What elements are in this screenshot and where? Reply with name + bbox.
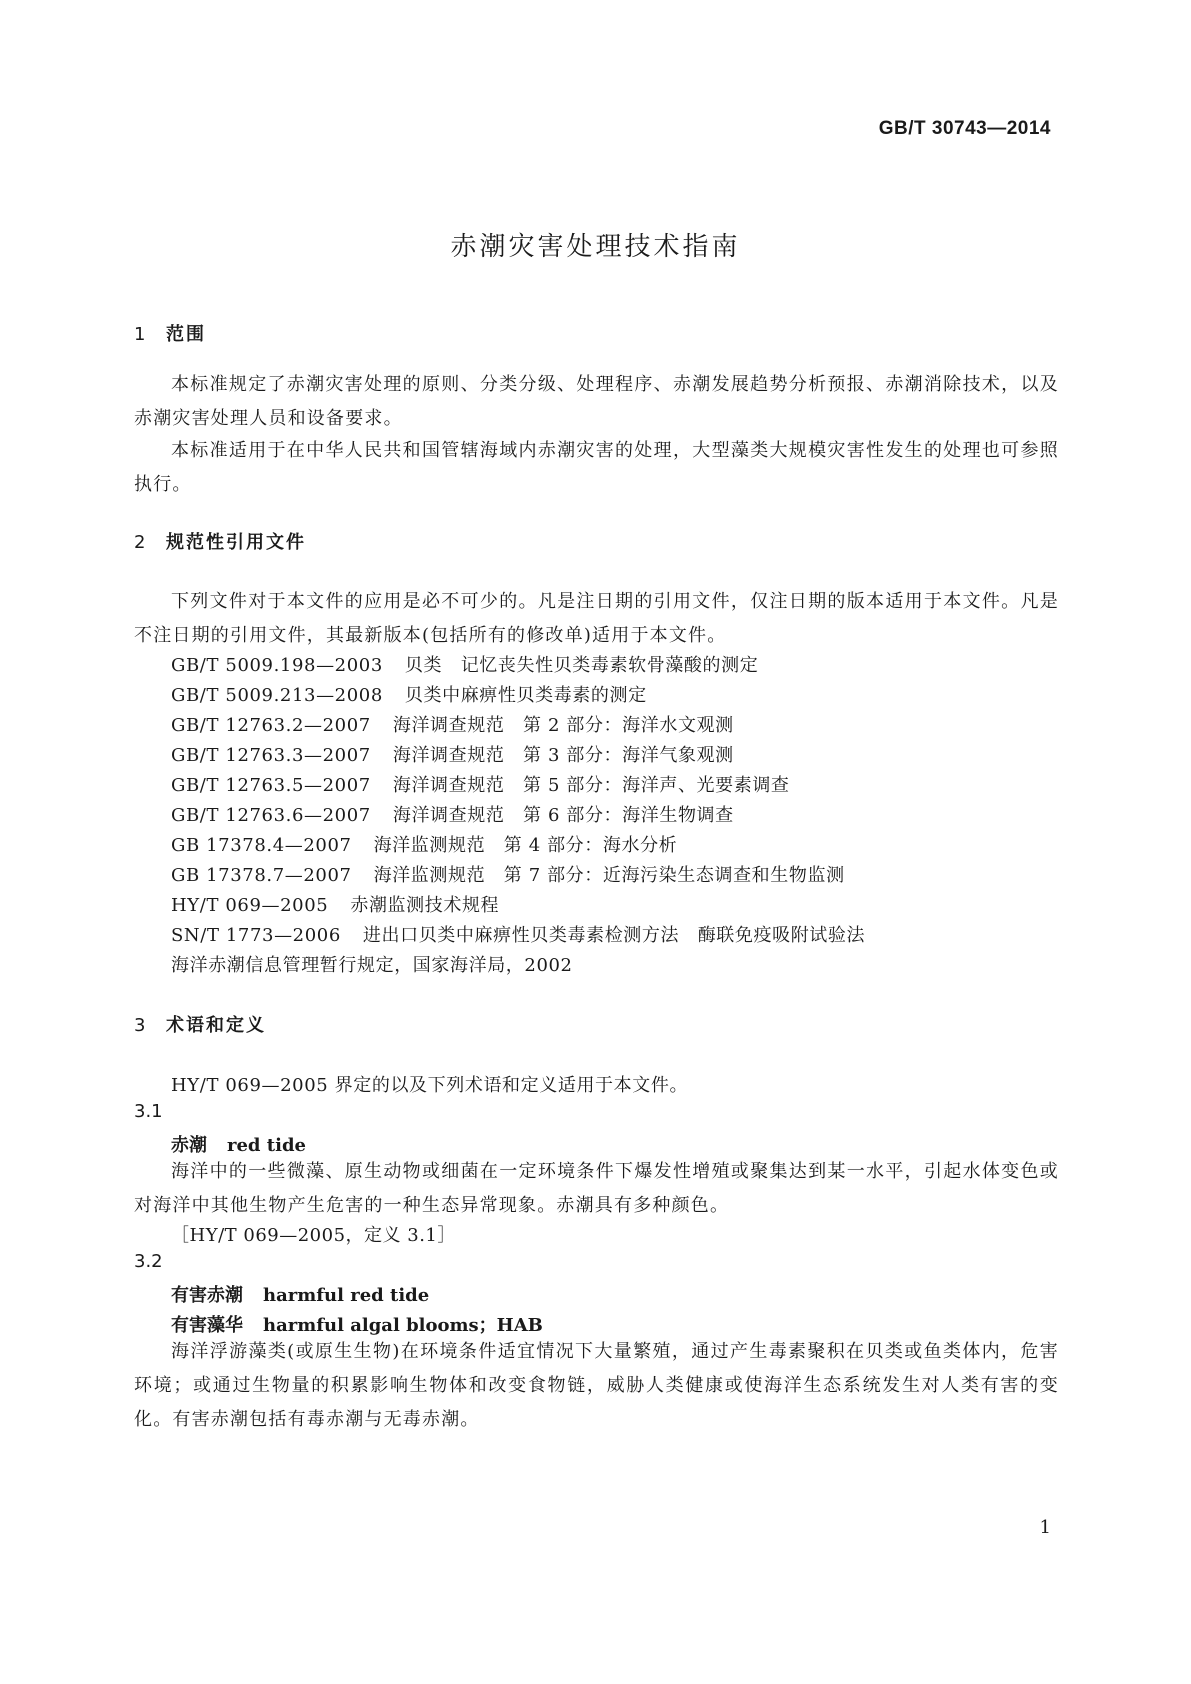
reference-code: SN/T 1773—2006 [171, 925, 341, 946]
document-title: 赤潮灾害处理技术指南 [450, 232, 741, 262]
reference-item [171, 681, 647, 707]
reference-title: 贝类中麻痹性贝类毒素的测定 [404, 685, 647, 706]
page-number: 1 [1039, 1517, 1051, 1538]
section-2-intro: 下列文件对于本文件的应用是必不可少的。凡是注日期的引用文件，仅注日期的版本适用于本文件。凡是不注日期的引用文件，其最新版本(包括所有的修改单)适用于本文件。 [134, 591, 1059, 646]
term-3-2-synonym [171, 1311, 543, 1337]
standard-code: GB/T 30743—2014 [878, 118, 1051, 139]
reference-title: 海洋调查规范 第 5 部分：海洋声、光要素调查 [392, 775, 790, 796]
term-3-2-definition: 海洋浮游藻类(或原生生物)在环境条件适宜情况下大量繁殖，通过产生毒素聚积在贝类或鱼类体内，危害环境；或通过生物量的积累影响生物体和改变食物链，威胁人类健康或使海洋生态系统发生对人类有害的变化。有害赤潮包括有毒赤潮与无毒赤潮。 [134, 1341, 1059, 1430]
term-3-2-preferred [171, 1281, 429, 1307]
clause-3-1-number: 3.1 [134, 1101, 163, 1122]
clause-3-2-number: 3.2 [134, 1251, 163, 1272]
term-chinese: 有害赤潮 [171, 1285, 243, 1306]
reference-title: 海洋调查规范 第 2 部分：海洋水文观测 [392, 715, 734, 736]
section-3-heading [134, 1011, 266, 1037]
reference-item [171, 861, 845, 887]
section-1-paragraph-1: 本标准规定了赤潮灾害处理的原则、分类分级、处理程序、赤潮发展趋势分析预报、赤潮消除技术，以及赤潮灾害处理人员和设备要求。 [134, 374, 1059, 429]
reference-title: 海洋调查规范 第 6 部分：海洋生物调查 [392, 805, 734, 826]
term-3-1-source: ［HY/T 069—2005，定义 3.1］ [171, 1225, 456, 1246]
reference-title: 海洋监测规范 第 4 部分：海水分析 [373, 835, 678, 856]
term-chinese: 赤潮 [171, 1135, 207, 1156]
section-number: 3 [134, 1015, 146, 1036]
term-3-1 [171, 1131, 306, 1157]
section-2-heading [134, 528, 306, 554]
reference-title: 赤潮监测技术规程 [350, 895, 500, 916]
section-number: 2 [134, 532, 146, 553]
reference-item-last: 海洋赤潮信息管理暂行规定，国家海洋局，2002 [171, 955, 573, 976]
reference-item [171, 711, 734, 737]
section-title: 术语和定义 [166, 1015, 266, 1036]
reference-title: 进出口贝类中麻痹性贝类毒素检测方法 酶联免疫吸附试验法 [362, 925, 866, 946]
reference-code: HY/T 069—2005 [171, 895, 329, 916]
reference-item [171, 741, 734, 767]
reference-code: GB/T 12763.5—2007 [171, 775, 371, 796]
reference-code: GB/T 12763.3—2007 [171, 745, 371, 766]
reference-code: GB 17378.4—2007 [171, 835, 352, 856]
section-1-heading [134, 320, 206, 346]
reference-item [171, 771, 790, 797]
reference-item [171, 831, 677, 857]
section-number: 1 [134, 324, 146, 345]
reference-item [171, 651, 758, 677]
reference-code: GB/T 12763.6—2007 [171, 805, 371, 826]
section-title: 范围 [166, 324, 206, 345]
reference-title: 贝类 记忆丧失性贝类毒素软骨藻酸的测定 [404, 655, 759, 676]
term-english: harmful red tide [263, 1285, 430, 1306]
reference-title: 海洋调查规范 第 3 部分：海洋气象观测 [392, 745, 734, 766]
reference-code: GB/T 5009.198—2003 [171, 655, 383, 676]
reference-item [171, 801, 734, 827]
term-chinese: 有害藻华 [171, 1315, 243, 1336]
reference-item [171, 921, 865, 947]
reference-code: GB 17378.7—2007 [171, 865, 352, 886]
term-english: harmful algal blooms；HAB [263, 1315, 543, 1336]
reference-code: GB/T 5009.213—2008 [171, 685, 383, 706]
section-1-paragraph-2: 本标准适用于在中华人民共和国管辖海域内赤潮灾害的处理，大型藻类大规模灾害性发生的处理也可参照执行。 [134, 440, 1059, 495]
section-3-intro: HY/T 069—2005 界定的以及下列术语和定义适用于本文件。 [171, 1075, 689, 1096]
section-title: 规范性引用文件 [166, 532, 306, 553]
reference-title: 海洋监测规范 第 7 部分：近海污染生态调查和生物监测 [373, 865, 845, 886]
reference-code: GB/T 12763.2—2007 [171, 715, 371, 736]
term-english: red tide [227, 1135, 306, 1156]
term-3-1-definition: 海洋中的一些微藻、原生动物或细菌在一定环境条件下爆发性增殖或聚集达到某一水平，引起水体变色或对海洋中其他生物产生危害的一种生态异常现象。赤潮具有多种颜色。 [134, 1161, 1059, 1216]
reference-item [171, 891, 499, 917]
